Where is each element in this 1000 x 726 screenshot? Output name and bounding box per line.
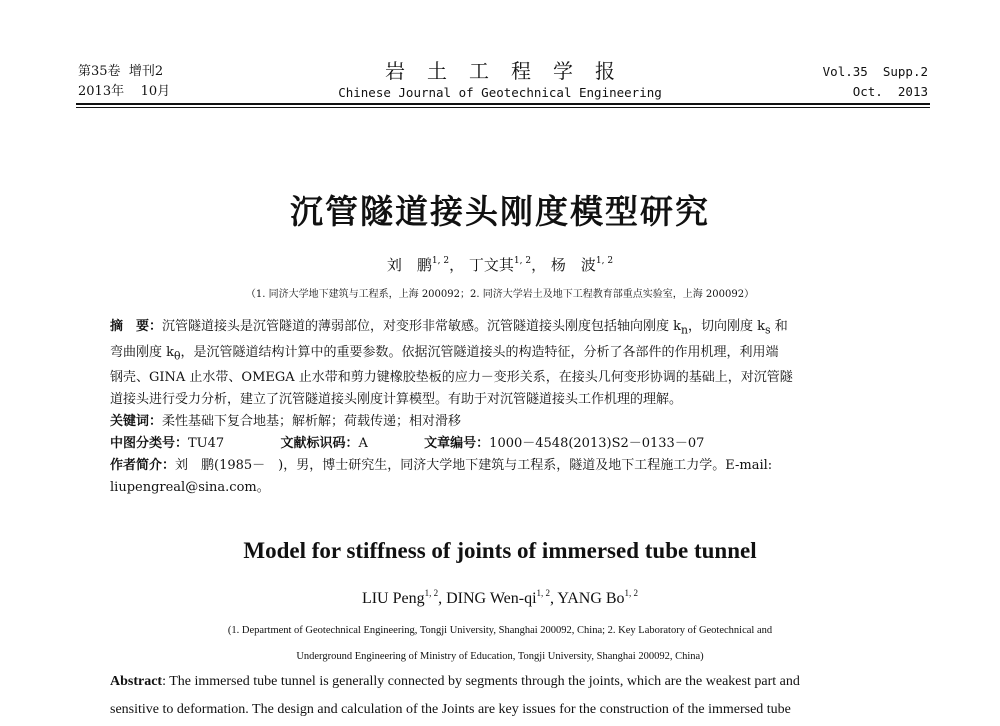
header-left	[78, 62, 170, 102]
author-cn-2: 丁文其	[468, 256, 514, 274]
journal-name-en: Chinese Journal of Geotechnical Engineering	[338, 85, 662, 100]
authors-cn	[0, 254, 1000, 275]
author-bio-label: 作者简介：	[110, 458, 176, 474]
clc-value: TU47	[188, 436, 225, 452]
issue-cn: 增刊2	[128, 64, 164, 79]
author-en-3: YANG Bo	[557, 590, 625, 607]
abstract-cn-line-2: 弯曲刚度 $k_\theta$，是沉管隧道结构计算中的重要参数。依据沉管隧道接头的构造特征，分析了各部件的作用机理，利用端	[110, 344, 779, 363]
abstract-en-label: Abstract	[110, 674, 163, 689]
article-number-value: 1000－4548(2013)S2－0133－07	[489, 436, 705, 452]
author-cn-3-affil: 1, 2	[595, 256, 614, 266]
abstract-en-block: Abstract: The immersed tube tunnel is generally connected by segments through the joints, which are the weakest part and sensitive to deformation. The design and calculation of the Joints are key issues for the construction of the immersed tube	[110, 674, 800, 717]
keywords-cn-label: 关键词：	[110, 414, 163, 430]
keywords-cn-value: 柔性基础下复合地基；解析解；荷载传递；相对滑移	[162, 414, 462, 430]
author-en-2: DING Wen-qi	[446, 590, 537, 607]
month-cn: 10月	[140, 84, 171, 99]
affiliation-cn: （1. 同济大学地下建筑与工程系，上海 200092；2. 同济大学岩土及地下工程教育部重点实验室，上海 200092）	[245, 289, 755, 300]
author-sep: ，	[531, 256, 547, 274]
header-rule-thin	[76, 107, 930, 108]
abstract-cn-block	[110, 316, 900, 499]
author-sep: ，	[449, 256, 465, 274]
affiliation-en: (1. Department of Geotechnical Engineering, Tongji University, Shanghai 200092, China; 2. Key Laboratory of Geotechnical and Underground Engineering of Ministry of Education, Tongji University, Shanghai 200092, China)	[227, 625, 773, 662]
journal-name-cn: 岩土工程学报	[385, 59, 637, 83]
header-rule-thick	[76, 103, 930, 105]
authors-en: LIU Peng$^{1, 2}$, DING Wen-qi$^{1, 2}$, YANG Bo$^{1, 2}$	[361, 588, 639, 607]
volume-en: Vol.35 Supp.2	[822, 64, 928, 79]
doc-code-value: A	[358, 436, 368, 452]
year-cn: 2013年	[78, 84, 125, 99]
author-cn-1-affil: 1, 2	[431, 256, 450, 266]
header-right	[823, 62, 928, 102]
author-bio-line-1: 作者简介：刘 鹏(1985－ )，男，博士研究生，同济大学地下建筑与工程系，隧道及地下工程施工力学。E-mail:	[110, 458, 773, 474]
date-en: Oct. 2013	[852, 84, 928, 99]
abstract-cn-line-3: 钢壳、GINA 止水带、OMEGA 止水带和剪力键橡胶垫板的应力－变形关系，在接头几何变形协调的基础上，对沉管隧	[110, 370, 793, 386]
author-bio-email: liupengreal@sina.com。	[110, 480, 270, 496]
abstract-cn-line-1: 摘 要：沉管隧道接头是沉管隧道的薄弱部位，对变形非常敏感。沉管隧道接头刚度包括轴向刚度 $k_n$，切向刚度 $k_s$ 和	[110, 319, 788, 337]
author-cn-1: 刘 鹏	[386, 256, 432, 274]
author-cn-2-affil: 1, 2	[513, 256, 532, 266]
abstract-cn-line-4: 道接头进行受力分析，建立了沉管隧道接头刚度计算模型。有助于对沉管隧道接头工作机理的理解。	[110, 392, 683, 408]
paper-title-en: Model for stiffness of joints of immersed tube tunnel	[243, 538, 757, 563]
author-cn-3: 杨 波	[550, 256, 596, 274]
volume-cn: 第35卷	[78, 64, 121, 79]
abstract-cn-label: 摘 要：	[110, 319, 163, 334]
classification-line: 中图分类号：TU47 文献标识码：A 文章编号：1000－4548(2013)S2－0133－07	[110, 436, 705, 452]
keywords-cn	[110, 411, 900, 433]
paper-title-cn: 沉管隧道接头刚度模型研究	[290, 192, 710, 231]
author-en-1: LIU Peng	[361, 590, 425, 607]
journal-title-block	[300, 58, 700, 102]
